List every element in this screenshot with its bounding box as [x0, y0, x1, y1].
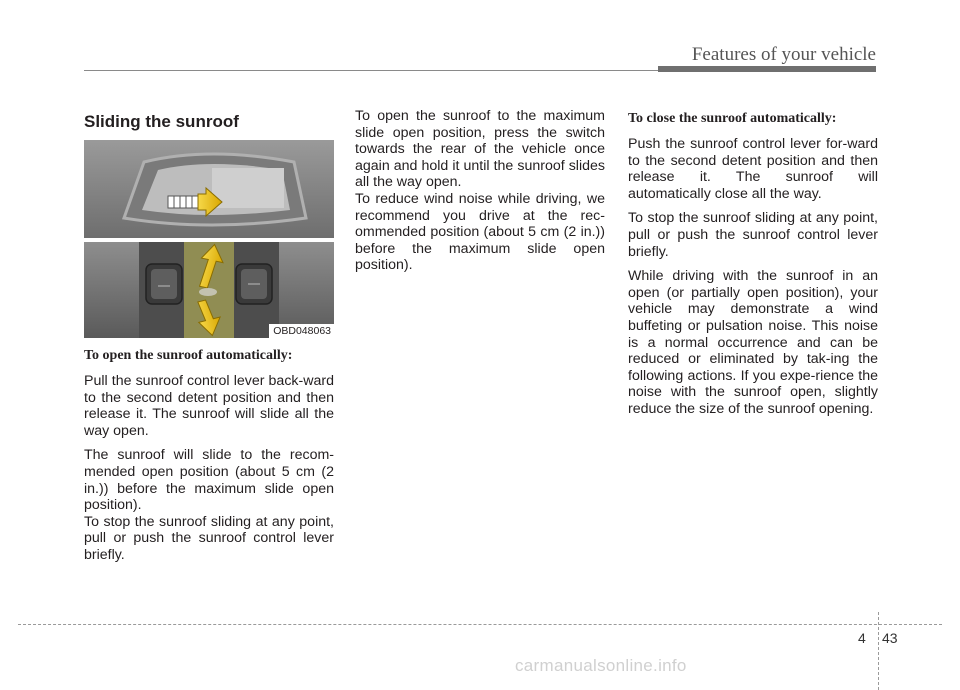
- header-rule-accent: [658, 66, 876, 72]
- left-switch-icon: [146, 264, 182, 304]
- footer-divider: [878, 612, 879, 690]
- right-switch-icon: [236, 264, 272, 304]
- footer-rule: [18, 624, 942, 625]
- page-number: 43: [882, 630, 898, 646]
- subhead-close-auto: To close the sunroof automatically:: [628, 111, 837, 126]
- left-column: [84, 108, 334, 572]
- section-title: Sliding the sunroof: [84, 112, 239, 131]
- middle-column: [355, 108, 605, 282]
- right-column: [628, 108, 878, 426]
- sunroof-control-figure: [84, 140, 334, 338]
- paragraph: To stop the sunroof sliding at any point, pull or push the sunroof control lever briefly.: [628, 210, 878, 260]
- paragraph: The sunroof will slide to the recom-mended open position (about 5 cm (2 in.)) before the maximum slide open position).: [84, 447, 334, 514]
- paragraph: While driving with the sunroof in an open (or partially open position), your vehicle may demonstrate a wind buffeting or pulsation noise. This noise is a normal occurrence and can be reduced or eliminated by tak-ing the following actions. If you expe-rience the noise with the sunroof open, slightly reduce the size of the sunroof opening.: [628, 268, 878, 417]
- chapter-number: 4: [858, 630, 866, 646]
- header-title: Features of your vehicle: [691, 44, 876, 65]
- figure-code: OBD048063: [269, 324, 334, 338]
- sunroof-illustration: [84, 140, 334, 338]
- paragraph: Pull the sunroof control lever back-ward to the second detent position and then release it. The sunroof will slide all the way open.: [84, 373, 334, 439]
- subhead-open-auto: To open the sunroof automatically:: [84, 348, 293, 363]
- paragraph: To reduce wind noise while driving, we recommend you drive at the rec-ommended position (about 5 cm (2 in.)) before the maximum slide open position).: [355, 190, 605, 274]
- paragraph: To open the sunroof to the maximum slide open position, press the switch towards the rear of the vehicle once again and hold it until the sunroof slides all the way open.: [355, 108, 605, 191]
- paragraph: Push the sunroof control lever for-ward to the second detent position and then release it. The sunroof will automatically close all the way.: [628, 136, 878, 202]
- paragraph: To stop the sunroof sliding at any point, pull or push the sunroof control lever briefly.: [84, 513, 334, 563]
- watermark: carmanualsonline.info: [515, 656, 687, 675]
